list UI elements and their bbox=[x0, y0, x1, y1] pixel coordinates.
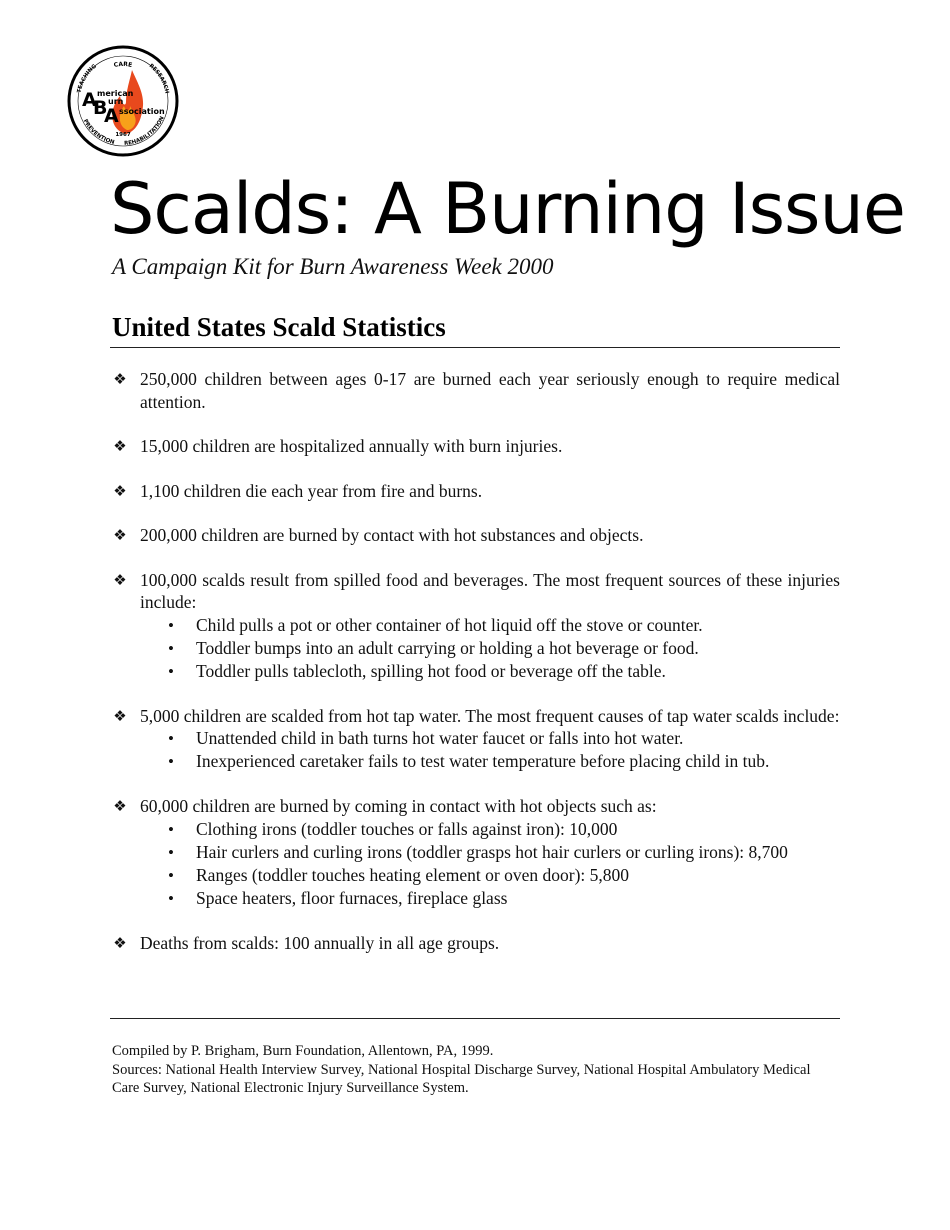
round-bullet-icon: • bbox=[168, 888, 174, 908]
stat-subitem bbox=[140, 864, 840, 887]
round-bullet-icon: • bbox=[168, 752, 174, 771]
logo-american-text: merican bbox=[97, 89, 134, 98]
round-bullet-icon: • bbox=[168, 615, 174, 635]
footer-divider bbox=[110, 1018, 840, 1019]
stat-item bbox=[112, 368, 840, 413]
stat-subitem bbox=[140, 727, 840, 750]
stat-subitem bbox=[140, 637, 840, 660]
stat-subitem bbox=[140, 818, 840, 841]
diamond-bullet-icon: ❖ bbox=[113, 481, 127, 500]
stat-subitems bbox=[140, 818, 840, 910]
diamond-bullet-icon: ❖ bbox=[113, 933, 127, 952]
heading-divider bbox=[110, 347, 840, 348]
stat-subitems bbox=[140, 727, 840, 773]
logo-care-text: CARE bbox=[113, 60, 133, 70]
round-bullet-icon: • bbox=[168, 865, 174, 885]
section-heading: United States Scald Statistics bbox=[112, 312, 446, 342]
aba-seal bbox=[66, 44, 180, 158]
round-bullet-icon: • bbox=[168, 729, 174, 748]
stat-text: 60,000 children are burned by coming in contact with hot objects such as: bbox=[140, 796, 657, 816]
diamond-bullet-icon: ❖ bbox=[113, 437, 127, 455]
diamond-bullet-icon: ❖ bbox=[113, 370, 127, 388]
logo-teaching-text: TEACHING bbox=[76, 63, 98, 94]
document-subtitle: A Campaign Kit for Burn Awareness Week 2000 bbox=[112, 254, 554, 279]
logo-letter-a2: A bbox=[104, 105, 119, 127]
stat-item bbox=[112, 524, 840, 547]
round-bullet-icon: • bbox=[168, 842, 174, 862]
stat-text: 1,100 children die each year from fire and burns. bbox=[140, 480, 483, 501]
logo-letter-a1: A bbox=[82, 89, 97, 111]
diamond-bullet-icon: ❖ bbox=[113, 526, 127, 544]
stat-text: 100,000 scalds result from spilled food and beverages. The most frequent sources of these injuries include: bbox=[140, 569, 840, 612]
stat-text: 5,000 children are scalded from hot tap water. The most frequent causes of tap water scalds include: bbox=[140, 705, 840, 726]
stat-subitem-text: Hair curlers and curling irons (toddler grasps hot hair curlers or curling irons): 8,700 bbox=[196, 841, 788, 862]
stat-item bbox=[112, 705, 840, 774]
diamond-bullet-icon: ❖ bbox=[113, 570, 127, 589]
diamond-bullet-icon: ❖ bbox=[113, 706, 127, 725]
logo-burn-text: urn bbox=[108, 97, 124, 106]
stat-subitem bbox=[140, 614, 840, 637]
stat-subitem-text: Space heaters, floor furnaces, fireplace glass bbox=[196, 887, 508, 908]
stat-subitem bbox=[140, 887, 840, 910]
stat-item bbox=[112, 932, 840, 955]
logo-association-text: ssociation bbox=[119, 107, 165, 116]
stat-item bbox=[112, 795, 840, 910]
stat-subitem-text: Toddler pulls tablecloth, spilling hot food or beverage off the table. bbox=[196, 660, 666, 681]
stat-subitem-text: Toddler bumps into an adult carrying or holding a hot beverage or food. bbox=[196, 637, 699, 658]
stat-text: 250,000 children between ages 0-17 are burned each year seriously enough to require medical attention. bbox=[140, 369, 840, 412]
stat-subitem-text: Unattended child in bath turns hot water faucet or falls into hot water. bbox=[196, 728, 684, 748]
logo-prevention-text: PREVENTION bbox=[81, 118, 116, 146]
stat-subitem bbox=[140, 841, 840, 864]
stat-subitem bbox=[140, 660, 840, 683]
stat-text: Deaths from scalds: 100 annually in all age groups. bbox=[140, 932, 500, 953]
round-bullet-icon: • bbox=[168, 661, 174, 681]
logo-year-text: 1967 bbox=[115, 132, 131, 138]
stat-subitem-text: Child pulls a pot or other container of hot liquid off the stove or counter. bbox=[196, 614, 703, 635]
round-bullet-icon: • bbox=[168, 638, 174, 658]
stat-subitem-text: Inexperienced caretaker fails to test water temperature before placing child in tub. bbox=[196, 751, 770, 771]
document-title: Scalds: A Burning Issue bbox=[110, 168, 905, 250]
footer-sources: Sources: National Health Interview Survey, National Hospital Discharge Survey, National Hospital Ambulatory Medical Care Survey, National Electronic Injury Surveillance System. bbox=[112, 1061, 811, 1096]
round-bullet-icon: • bbox=[168, 819, 174, 839]
stat-text: 200,000 children are burned by contact with hot substances and objects. bbox=[140, 525, 644, 545]
stat-item bbox=[112, 480, 840, 503]
diamond-bullet-icon: ❖ bbox=[113, 797, 127, 815]
logo-rehabilitation-text: REHABILITATION bbox=[123, 115, 166, 147]
stat-text: 15,000 children are hospitalized annually with burn injuries. bbox=[140, 436, 563, 456]
statistics-list bbox=[112, 368, 840, 976]
stat-item bbox=[112, 435, 840, 458]
logo-letter-b: B bbox=[93, 97, 108, 119]
footer-compiled: Compiled by P. Brigham, Burn Foundation, Allentown, PA, 1999. bbox=[112, 1043, 494, 1059]
aba-logo bbox=[66, 44, 180, 158]
stat-subitems bbox=[140, 614, 840, 683]
stat-item bbox=[112, 569, 840, 683]
stat-subitem-text: Ranges (toddler touches heating element or oven door): 5,800 bbox=[196, 864, 630, 885]
logo-research-text: RESEARCH bbox=[147, 63, 170, 95]
stat-subitem-text: Clothing irons (toddler touches or falls against iron): 10,000 bbox=[196, 818, 618, 839]
stat-subitem bbox=[140, 750, 840, 773]
footer bbox=[112, 1042, 840, 1098]
